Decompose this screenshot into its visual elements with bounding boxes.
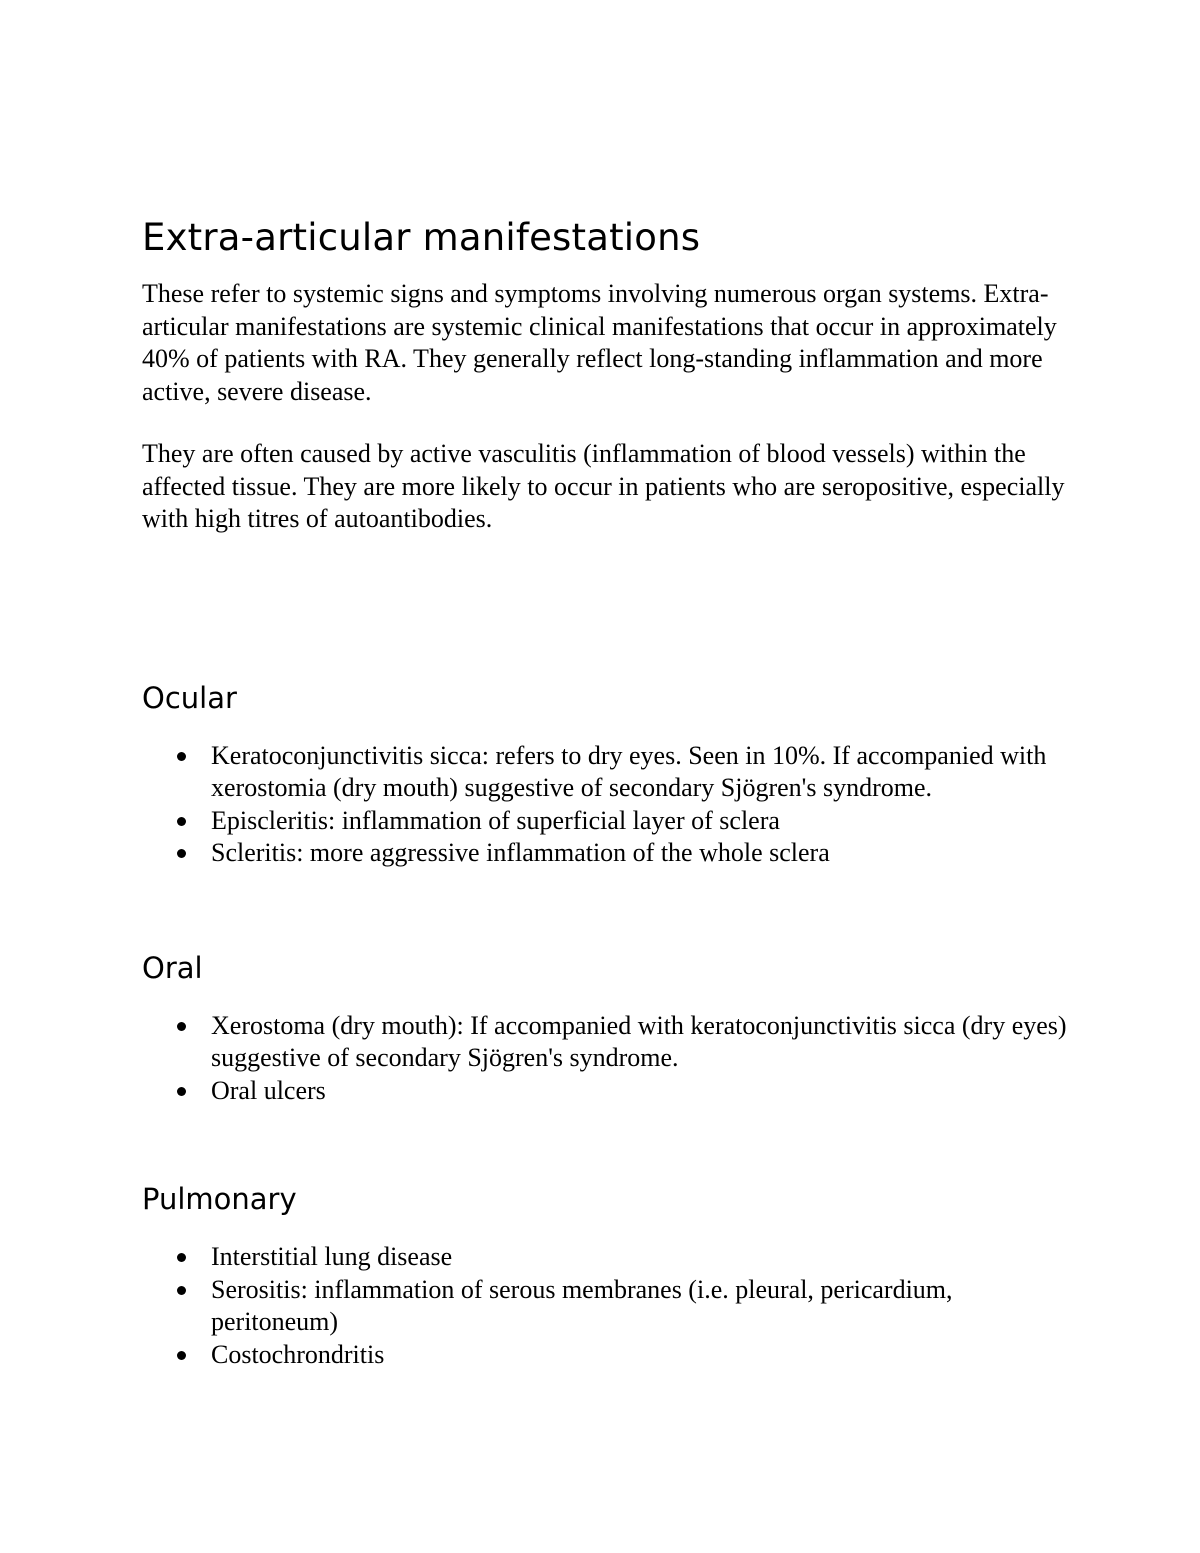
list-item [142,1241,1072,1274]
list-item-text: Serositis: inflammation of serous membranes (i.e. pleural, pericardium, peritoneum) [211,1274,953,1336]
list-item [142,1010,1072,1075]
bullet-icon [177,752,186,761]
vasculitis-paragraph: They are often caused by active vasculitis (inflammation of blood vessels) within the affected tissue. They are more likely to occur in patients who are seropositive, especially with high titres of autoantibodies. [142,439,1065,533]
bullet-icon [177,1253,186,1262]
bullet-icon [177,1022,186,1031]
bullet-icon [177,1087,186,1096]
section-heading-oral: Oral [142,950,203,985]
ocular-list [142,740,1072,870]
section-pulmonary [142,1179,1072,1371]
bullet-icon [177,849,186,858]
section-oral [142,948,1072,1108]
list-item [142,1075,1072,1108]
section-heading-ocular: Ocular [142,680,237,715]
list-item-text: Keratoconjunctivitis sicca: refers to dry eyes. Seen in 10%. If accompanied with xerostomia (dry mouth) suggestive of secondary Sjögren's syndrome. [211,740,1047,802]
list-item [142,837,1072,870]
document-body [142,212,1072,1371]
list-item-text: Xerostoma (dry mouth): If accompanied with keratoconjunctivitis sicca (dry eyes) suggestive of secondary Sjögren's syndrome. [211,1010,1067,1072]
section-ocular [142,678,1072,870]
section-heading-pulmonary: Pulmonary [142,1182,297,1216]
list-item-text: Scleritis: more aggressive inflammation of the whole sclera [211,838,830,867]
list-item [142,740,1072,805]
page-title: Extra-articular manifestations [142,216,701,259]
list-item [142,1274,1072,1339]
list-item [142,1339,1072,1372]
bullet-icon [177,1286,186,1295]
list-item-text: Episcleritis: inflammation of superficial layer of sclera [211,805,780,835]
pulmonary-list [142,1241,1072,1371]
list-item-text: Oral ulcers [211,1075,326,1105]
oral-list [142,1010,1072,1108]
intro-paragraph: These refer to systemic signs and symptoms involving numerous organ systems. Extra-articular manifestations are systemic clinical manifestations that occur in approximately 40% of patients with RA. They generally reflect long-standing inflammation and more active, severe disease. [142,279,1057,406]
list-item-text: Costochrondritis [211,1339,385,1369]
list-item [142,805,1072,838]
bullet-icon [177,1351,186,1360]
list-item-text: Interstitial lung disease [211,1242,453,1271]
bullet-icon [177,817,186,826]
